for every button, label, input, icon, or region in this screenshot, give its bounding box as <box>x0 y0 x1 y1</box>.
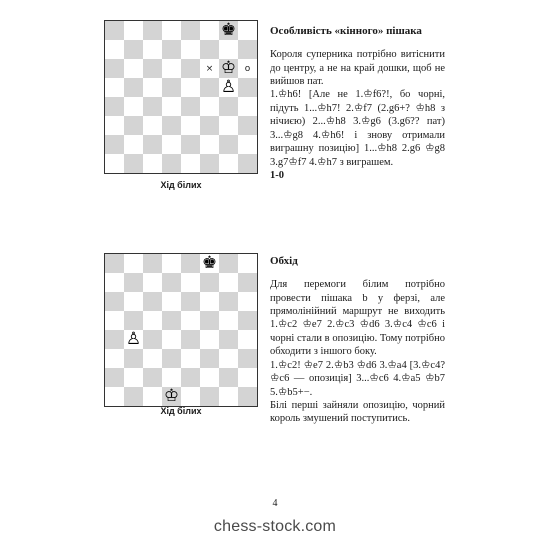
square-h6 <box>238 59 257 78</box>
section-2-title: Обхід <box>270 255 298 267</box>
square-c4 <box>143 330 162 349</box>
square-c1 <box>143 154 162 173</box>
square-a4 <box>105 97 124 116</box>
square-b7 <box>124 273 143 292</box>
square-g7 <box>219 40 238 59</box>
square-c1 <box>143 387 162 406</box>
square-a8 <box>105 254 124 273</box>
square-e5 <box>181 78 200 97</box>
square-b5 <box>124 311 143 330</box>
square-b2 <box>124 368 143 387</box>
square-g4 <box>219 330 238 349</box>
square-g4 <box>219 97 238 116</box>
square-d1 <box>162 387 181 406</box>
square-b6 <box>124 292 143 311</box>
square-f6 <box>200 292 219 311</box>
square-c6 <box>143 59 162 78</box>
square-f3 <box>200 349 219 368</box>
section-1-result: 1-0 <box>270 170 284 182</box>
square-g2 <box>219 135 238 154</box>
section-2-moves: 1.♔c2! ♔e7 2.♔b3 ♔d6 3.♔a4 [3.♔c4? ♔c6 — опозиція] 3...♔c6 4.♔a5 ♔b7 5.♔b5+−. <box>270 359 445 398</box>
square-e2 <box>181 135 200 154</box>
square-b4 <box>124 330 143 349</box>
circle-mark-icon: o <box>244 63 251 74</box>
square-f5 <box>200 311 219 330</box>
square-f6 <box>200 59 219 78</box>
square-b7 <box>124 40 143 59</box>
diagram-2-caption: Хід білих <box>160 406 202 416</box>
square-g6 <box>219 292 238 311</box>
square-d4 <box>162 330 181 349</box>
square-c8 <box>143 254 162 273</box>
square-h8 <box>238 254 257 273</box>
square-b3 <box>124 116 143 135</box>
square-g3 <box>219 116 238 135</box>
square-c6 <box>143 292 162 311</box>
square-e3 <box>181 349 200 368</box>
square-f8 <box>200 21 219 40</box>
square-f8 <box>200 254 219 273</box>
square-h4 <box>238 97 257 116</box>
square-e5 <box>181 311 200 330</box>
square-f2 <box>200 368 219 387</box>
square-c3 <box>143 116 162 135</box>
section-2-paragraph: Для перемоги білим потрібно провести пішака b у ферзі, але прямолінійний маршрут не виходить 1.♔c2 ♔e7 2.♔c3 ♔d6 3.♔c4 ♔c6 і чорні стали в опозицію. Тому потрібно обходити з іншого боку. <box>270 279 445 358</box>
square-h1 <box>238 154 257 173</box>
square-a5 <box>105 78 124 97</box>
square-d6 <box>162 59 181 78</box>
square-e8 <box>181 21 200 40</box>
white-king-icon: ♔ <box>163 386 180 406</box>
square-d8 <box>162 254 181 273</box>
square-g1 <box>219 387 238 406</box>
square-h8 <box>238 21 257 40</box>
square-b1 <box>124 154 143 173</box>
square-d4 <box>162 97 181 116</box>
square-b8 <box>124 254 143 273</box>
square-h7 <box>238 273 257 292</box>
square-b5 <box>124 78 143 97</box>
square-d7 <box>162 40 181 59</box>
square-e1 <box>181 387 200 406</box>
square-g5 <box>219 311 238 330</box>
square-h2 <box>238 368 257 387</box>
diagram-1-caption: Хід білих <box>160 180 202 190</box>
square-e1 <box>181 154 200 173</box>
square-e7 <box>181 40 200 59</box>
square-f4 <box>200 97 219 116</box>
chess-diagram-2 <box>104 253 258 407</box>
footer-watermark: chess-stock.com <box>213 518 337 535</box>
square-h7 <box>238 40 257 59</box>
square-h4 <box>238 330 257 349</box>
section-2 <box>270 254 445 426</box>
square-c2 <box>143 135 162 154</box>
square-c8 <box>143 21 162 40</box>
square-a2 <box>105 368 124 387</box>
square-a1 <box>105 154 124 173</box>
square-d3 <box>162 349 181 368</box>
square-a5 <box>105 311 124 330</box>
chess-diagram-1 <box>104 20 258 174</box>
square-g8 <box>219 254 238 273</box>
square-g7 <box>219 273 238 292</box>
square-a6 <box>105 292 124 311</box>
square-e8 <box>181 254 200 273</box>
square-g2 <box>219 368 238 387</box>
square-h5 <box>238 78 257 97</box>
square-c7 <box>143 40 162 59</box>
white-king-icon: ♔ <box>220 58 237 78</box>
square-c5 <box>143 311 162 330</box>
square-c2 <box>143 368 162 387</box>
square-f3 <box>200 116 219 135</box>
square-b2 <box>124 135 143 154</box>
square-b4 <box>124 97 143 116</box>
white-pawn-icon: ♙ <box>125 329 142 349</box>
square-b8 <box>124 21 143 40</box>
square-c4 <box>143 97 162 116</box>
square-e6 <box>181 292 200 311</box>
square-b1 <box>124 387 143 406</box>
square-a2 <box>105 135 124 154</box>
square-g5 <box>219 78 238 97</box>
square-f2 <box>200 135 219 154</box>
section-2-note: Білі перші зайняли опозицію, чорний король змушений поступитись. <box>270 400 445 425</box>
square-c3 <box>143 349 162 368</box>
square-d8 <box>162 21 181 40</box>
section-1-title: Особливість «кінного» пішака <box>270 25 422 37</box>
square-a8 <box>105 21 124 40</box>
square-h2 <box>238 135 257 154</box>
square-f7 <box>200 40 219 59</box>
square-g6 <box>219 59 238 78</box>
square-a7 <box>105 273 124 292</box>
square-a6 <box>105 59 124 78</box>
black-king-icon: ♚ <box>220 20 237 40</box>
square-b6 <box>124 59 143 78</box>
square-d5 <box>162 78 181 97</box>
square-d1 <box>162 154 181 173</box>
black-king-icon: ♚ <box>201 253 218 273</box>
square-e6 <box>181 59 200 78</box>
square-g3 <box>219 349 238 368</box>
square-e4 <box>181 97 200 116</box>
square-a4 <box>105 330 124 349</box>
square-d2 <box>162 368 181 387</box>
square-f1 <box>200 154 219 173</box>
page-number: 4 <box>272 498 278 509</box>
square-c5 <box>143 78 162 97</box>
square-h1 <box>238 387 257 406</box>
square-c7 <box>143 273 162 292</box>
square-f4 <box>200 330 219 349</box>
cross-mark-icon: × <box>205 63 214 74</box>
square-d5 <box>162 311 181 330</box>
square-d7 <box>162 273 181 292</box>
square-f5 <box>200 78 219 97</box>
square-e7 <box>181 273 200 292</box>
square-e4 <box>181 330 200 349</box>
white-pawn-icon: ♙ <box>220 77 237 97</box>
square-b3 <box>124 349 143 368</box>
square-f1 <box>200 387 219 406</box>
square-g8 <box>219 21 238 40</box>
square-a3 <box>105 116 124 135</box>
square-a3 <box>105 349 124 368</box>
section-1 <box>270 24 445 182</box>
square-e2 <box>181 368 200 387</box>
square-a1 <box>105 387 124 406</box>
square-h6 <box>238 292 257 311</box>
square-g1 <box>219 154 238 173</box>
square-d6 <box>162 292 181 311</box>
square-a7 <box>105 40 124 59</box>
square-d2 <box>162 135 181 154</box>
square-f7 <box>200 273 219 292</box>
square-d3 <box>162 116 181 135</box>
square-h3 <box>238 116 257 135</box>
section-1-moves: 1.♔h6! [Але не 1.♔f6?!, бо чорні, підуть 1...♔h7! 2.♔f7 (2.g6+? ♔h8 з нічиєю) 2...♔h8 3.♔g6 (3.g6?? пат) 3...♔g8 4.♔h6! і знову отримали виграшну позицію] 1...♔h8 2.g6 ♔g8 3.g7♔f7 4.♔h7 з виграшем. <box>270 89 445 168</box>
square-h3 <box>238 349 257 368</box>
square-e3 <box>181 116 200 135</box>
square-h5 <box>238 311 257 330</box>
section-1-paragraph: Короля суперника потрібно витіснити до центру, а не на край дошки, щоб не вийшов пат. <box>270 49 445 87</box>
